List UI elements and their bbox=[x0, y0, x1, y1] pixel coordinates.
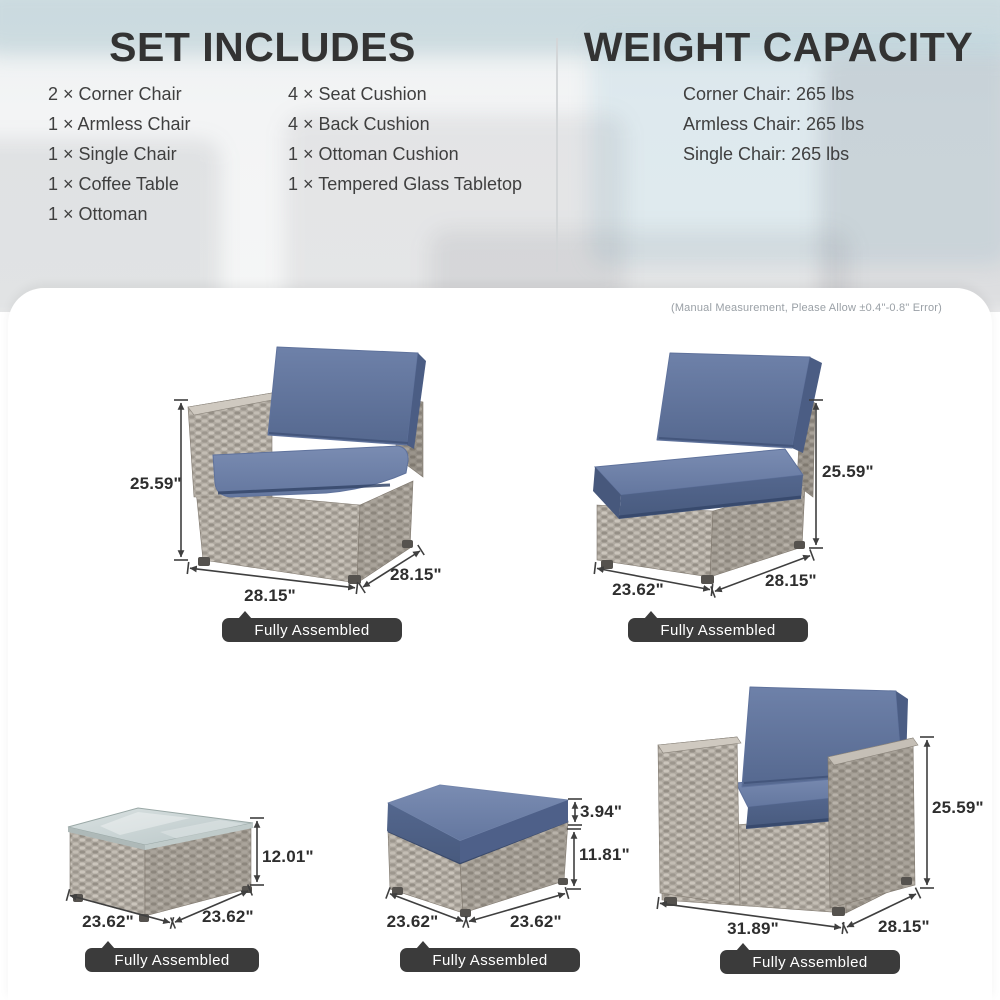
set-item: 1 × Single Chair bbox=[48, 144, 177, 164]
coffee-table-assembled-badge: Fully Assembled bbox=[85, 948, 259, 972]
armless-chair-figure bbox=[575, 335, 887, 647]
set-item: 1 × Coffee Table bbox=[48, 174, 179, 194]
armless-chair-width-label: 23.62" bbox=[612, 580, 664, 599]
set-includes-section bbox=[0, 0, 525, 312]
weight-item: Corner Chair: 265 lbs bbox=[683, 84, 855, 104]
weight-capacity-list bbox=[683, 79, 864, 169]
ottoman-assembled-badge: Fully Assembled bbox=[400, 948, 580, 972]
single-chair-assembled-badge: Fully Assembled bbox=[720, 950, 900, 974]
corner-chair-figure bbox=[130, 335, 460, 647]
set-item: 4 × Back Cushion bbox=[288, 114, 430, 134]
armless-chair-drawing bbox=[593, 353, 822, 584]
weight-capacity-title: WEIGHT CAPACITY bbox=[583, 24, 974, 70]
single-chair-depth-label: 28.15" bbox=[878, 917, 930, 936]
corner-chair-drawing bbox=[188, 347, 426, 584]
set-item: 1 × Armless Chair bbox=[48, 114, 191, 134]
corner-chair-width-label: 28.15" bbox=[244, 586, 296, 605]
ottoman-depth-label: 23.62" bbox=[510, 912, 562, 931]
single-chair-width-label: 31.89" bbox=[727, 919, 779, 938]
weight-capacity-section bbox=[557, 0, 1000, 312]
weight-item: Single Chair: 265 lbs bbox=[683, 144, 850, 164]
single-chair-drawing bbox=[658, 687, 918, 916]
corner-chair-depth-label: 28.15" bbox=[390, 565, 442, 584]
corner-chair-assembled-badge: Fully Assembled bbox=[222, 618, 402, 642]
coffee-table-figure bbox=[40, 790, 330, 985]
coffee-table-drawing bbox=[68, 808, 253, 922]
set-includes-column-2 bbox=[288, 79, 522, 199]
ottoman-base-height-label: 11.81" bbox=[579, 845, 630, 864]
ottoman-width-label: 23.62" bbox=[386, 912, 439, 931]
set-item: 1 × Ottoman Cushion bbox=[288, 144, 459, 164]
set-includes-title: SET INCLUDES bbox=[109, 24, 416, 70]
set-includes-column-1 bbox=[48, 79, 191, 229]
armless-chair-height-label: 25.59" bbox=[822, 462, 874, 481]
armless-chair-illustration bbox=[575, 335, 887, 647]
weight-item: Armless Chair: 265 lbs bbox=[683, 114, 865, 134]
coffee-table-depth-label: 23.62" bbox=[202, 907, 254, 926]
set-item: 2 × Corner Chair bbox=[48, 84, 182, 104]
ottoman-figure bbox=[370, 775, 630, 985]
set-item: 1 × Tempered Glass Tabletop bbox=[288, 174, 522, 194]
ottoman-cushion-height-label: 3.94" bbox=[580, 802, 623, 821]
armless-chair-depth-label: 28.15" bbox=[765, 571, 817, 590]
armless-chair-assembled-badge: Fully Assembled bbox=[628, 618, 808, 642]
single-chair-height-label: 25.59" bbox=[932, 798, 984, 817]
coffee-table-height-label: 12.01" bbox=[262, 847, 314, 866]
ottoman-drawing bbox=[387, 785, 568, 917]
coffee-table-width-label: 23.62" bbox=[82, 912, 134, 931]
set-item: 4 × Seat Cushion bbox=[288, 84, 427, 104]
corner-chair-height-label: 25.59" bbox=[130, 474, 182, 493]
set-item: 1 × Ottoman bbox=[48, 204, 148, 224]
measurement-note: (Manual Measurement, Please Allow ±0.4"-0.8" Error) bbox=[670, 302, 942, 314]
hero-background bbox=[0, 0, 1000, 312]
single-chair-figure bbox=[650, 665, 990, 980]
